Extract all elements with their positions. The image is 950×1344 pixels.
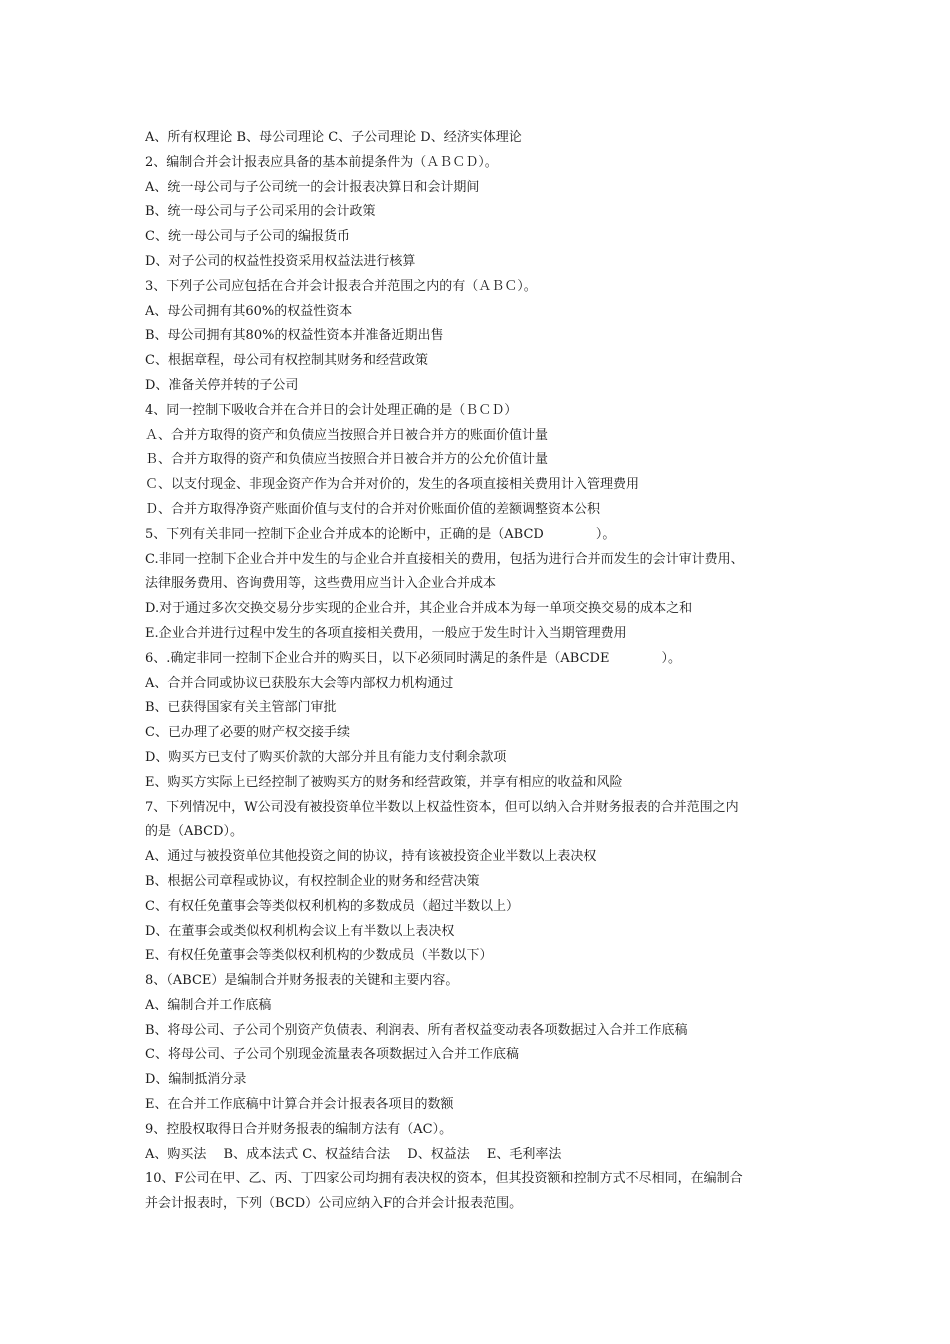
- text-line: C.非同一控制下企业合并中发生的与企业合并直接相关的费用，包括为进行合并而发生的会计审计费用、: [145, 551, 744, 567]
- text-line: 的是（ABCD）。: [145, 824, 244, 840]
- text-line: E.企业合并进行过程中发生的各项直接相关费用，一般应于发生时计入当期管理费用: [145, 625, 627, 641]
- text-line: 2、编制合并会计报表应具备的基本前提条件为（ＡＢＣＤ）。: [145, 154, 498, 170]
- text-line: 并会计报表时，下列（BCD）公司应纳入F的合并会计报表范围。: [145, 1196, 523, 1212]
- document-body: [145, 126, 810, 1217]
- text-line: A、编制合并工作底稿: [145, 997, 272, 1013]
- text-line: E、购买方实际上已经控制了被购买方的财务和经营政策，并享有相应的收益和风险: [145, 774, 623, 790]
- text-line: Ｂ、合并方取得的资产和负债应当按照合并日被合并方的公允价值计量: [145, 452, 549, 468]
- text-line: B、已获得国家有关主管部门审批: [145, 700, 337, 716]
- text-line: D、在董事会或类似权利机构会议上有半数以上表决权: [145, 923, 455, 939]
- text-line: D、购买方已支付了购买价款的大部分并且有能力支付剩余款项: [145, 749, 507, 765]
- text-line: A、通过与被投资单位其他投资之间的协议，持有该被投资企业半数以上表决权: [145, 849, 597, 865]
- text-line: 6、.确定非同一控制下企业合并的购买日，以下必须同时满足的条件是（ABCDE ）。: [145, 650, 681, 666]
- text-line: C、已办理了必要的财产权交接手续: [145, 725, 350, 741]
- text-line: B、将母公司、子公司个别资产负债表、利润表、所有者权益变动表各项数据过入合并工作底稿: [145, 1022, 688, 1038]
- text-line: 法律服务费用、咨询费用等，这些费用应当计入企业合并成本: [145, 576, 497, 592]
- text-line: C、统一母公司与子公司的编报货币: [145, 229, 350, 245]
- text-line: C、将母公司、子公司个别现金流量表各项数据过入合并工作底稿: [145, 1047, 519, 1063]
- text-line: C、有权任免董事会等类似权利机构的多数成员（超过半数以上）: [145, 898, 519, 914]
- text-line: D.对于通过多次交换交易分步实现的企业合并，其企业合并成本为每一单项交换交易的成本之和: [145, 601, 693, 617]
- text-line: B、统一母公司与子公司采用的会计政策: [145, 204, 376, 220]
- text-line: 5、下列有关非同一控制下企业合并成本的论断中，正确的是（ABCD ）。: [145, 526, 616, 542]
- text-line: 3、下列子公司应包括在合并会计报表合并范围之内的有（ＡＢＣ）。: [145, 278, 537, 294]
- text-line: 10、F公司在甲、乙、丙、丁四家公司均拥有表决权的资本，但其投资额和控制方式不尽相同，在编制合: [145, 1171, 743, 1187]
- text-line: 8、（ABCE）是编制合并财务报表的关键和主要内容。: [145, 973, 459, 989]
- text-line: B、母公司拥有其80%的权益性资本并准备近期出售: [145, 328, 444, 344]
- text-line: D、准备关停并转的子公司: [145, 377, 299, 393]
- text-line: 9、控股权取得日合并财务报表的编制方法有（AC）。: [145, 1121, 453, 1137]
- text-line: 4、同一控制下吸收合并在合并日的会计处理正确的是（ＢＣＤ）: [145, 402, 518, 418]
- text-line: A、母公司拥有其60%的权益性资本: [145, 303, 353, 319]
- text-line: Ｄ、合并方取得净资产账面价值与支付的合并对价账面价值的差额调整资本公积: [145, 501, 601, 517]
- text-line: A、合并合同或协议已获股东大会等内部权力机构通过: [145, 675, 454, 691]
- text-line: E、在合并工作底稿中计算合并会计报表各项目的数额: [145, 1097, 454, 1113]
- text-line: A、购买法 B、成本法式 C、权益结合法 D、权益法 E、毛利率法: [145, 1146, 562, 1162]
- text-line: B、根据公司章程或协议，有权控制企业的财务和经营决策: [145, 873, 480, 889]
- text-line: Ａ、合并方取得的资产和负债应当按照合并日被合并方的账面价值计量: [145, 427, 549, 443]
- text-line: A、统一母公司与子公司统一的会计报表决算日和会计期间: [145, 179, 480, 195]
- text-line: A、所有权理论 B、母公司理论 C、子公司理论 D、经济实体理论: [145, 130, 522, 145]
- text-line: D、编制抵消分录: [145, 1072, 247, 1088]
- text-line: 7、下列情况中，W公司没有被投资单位半数以上权益性资本，但可以纳入合并财务报表的合并范围之内: [145, 799, 739, 815]
- text-line: C、根据章程，母公司有权控制其财务和经营政策: [145, 353, 428, 369]
- text-line: D、对子公司的权益性投资采用权益法进行核算: [145, 253, 416, 269]
- text-line: Ｃ、以支付现金、非现金资产作为合并对价的，发生的各项直接相关费用计入管理费用: [145, 477, 640, 493]
- text-line: E、有权任免董事会等类似权利机构的少数成员（半数以下）: [145, 948, 493, 964]
